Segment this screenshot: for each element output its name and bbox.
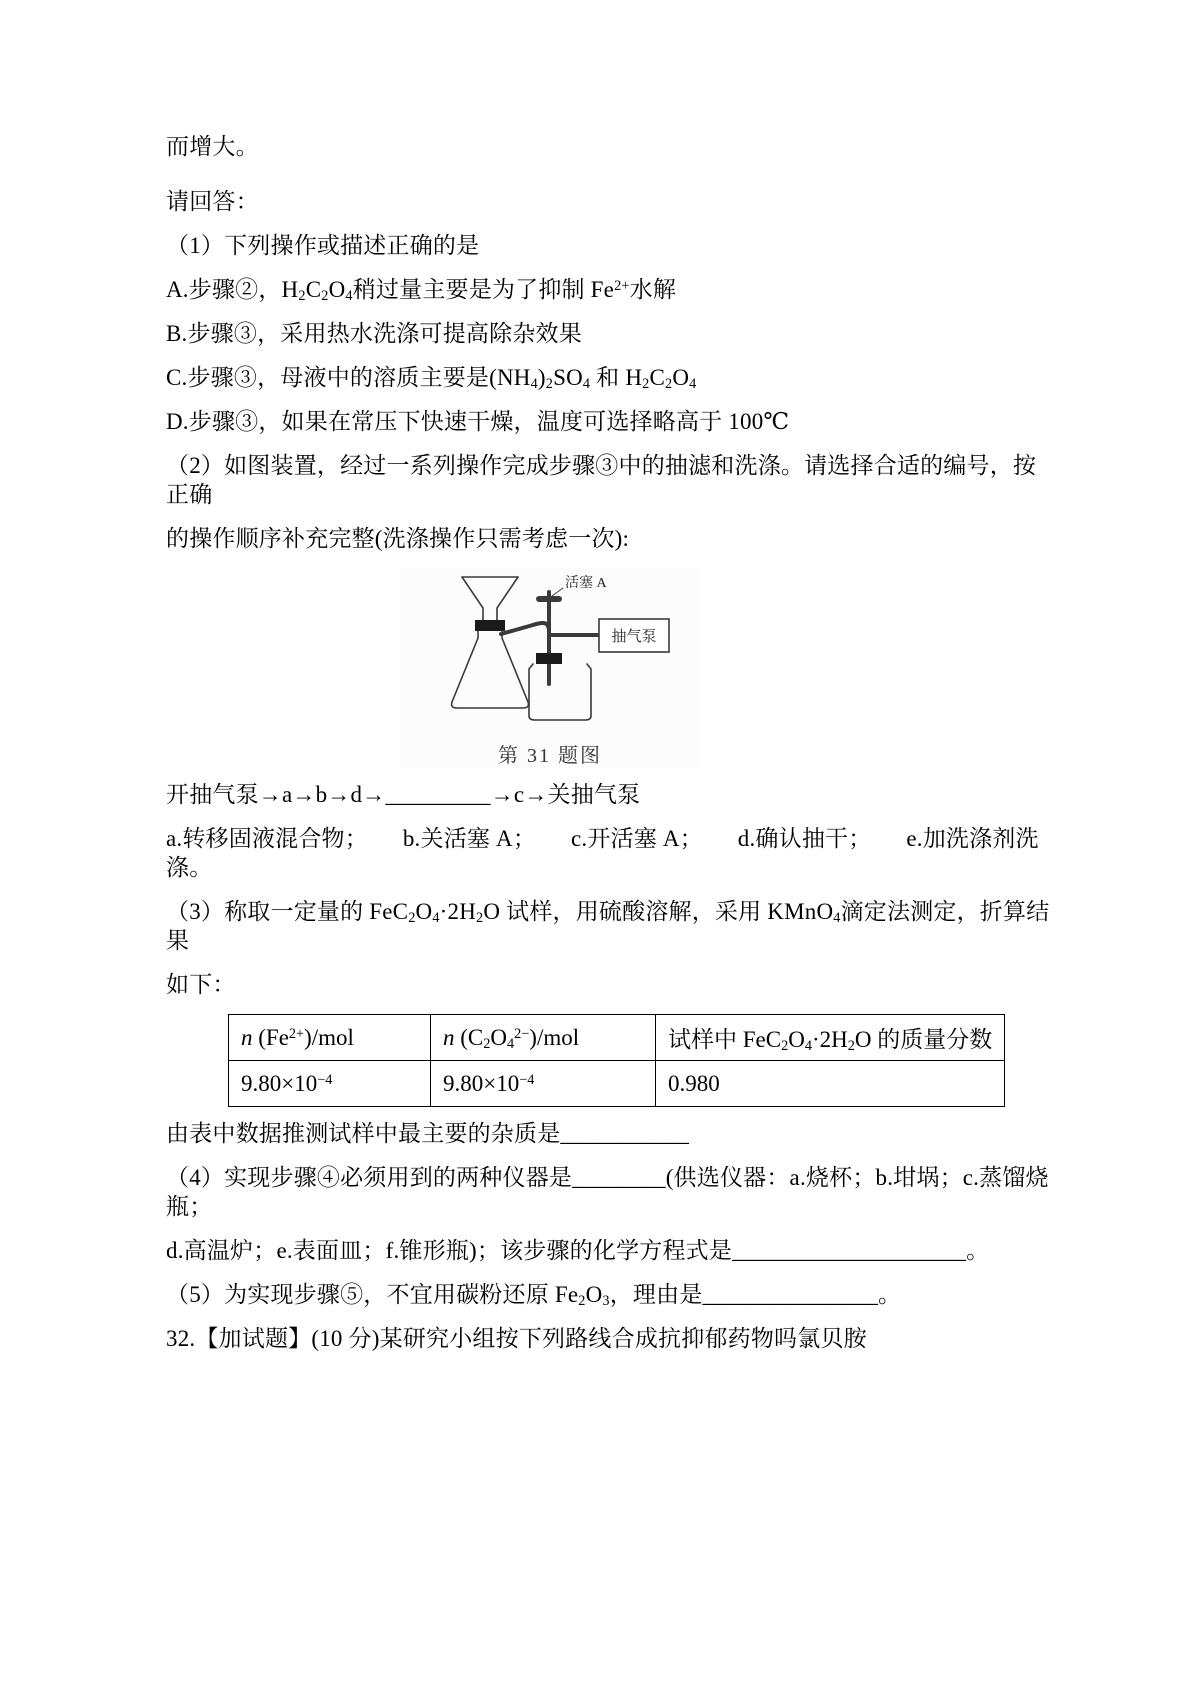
figure-31 <box>400 568 700 768</box>
table-header-n-c2o4: n $(C_2O_4^{2-})$/mol <box>431 1015 656 1061</box>
flask-stopper <box>475 620 505 631</box>
question-3-line-1: （3）称取一定量的 $FeC_2O_4\cdot 2H_2O$ 试样，用硫酸溶解，采用 KMnO$_4$滴定法测定，折算结果 <box>166 899 1050 953</box>
question-3-conclusion: 由表中数据推测试样中最主要的杂质是___________ <box>166 1121 690 1146</box>
table-cell-n-fe-value: $9.80\times 10^{-4}$ <box>229 1061 431 1107</box>
bottle-stopper <box>536 653 562 664</box>
valve-label: 活塞 A <box>565 576 607 591</box>
table-cell-mass-fraction-value: 0.980 <box>656 1061 1005 1107</box>
text-please-answer: 请回答： <box>166 189 259 214</box>
table-header-mass-fraction: 试样中 $FeC_2O_4\cdot 2H_2O$ 的质量分数 <box>656 1015 1005 1061</box>
question-1-option-d: D.步骤③，如果在常压下快速干燥，温度可选择略高于 100℃ <box>166 409 790 434</box>
question-32-stem: 32.【加试题】(10 分)某研究小组按下列路线合成抗抑郁药物吗氯贝胺 <box>166 1326 867 1351</box>
question-5: （5）为实现步骤⑤，不宜用碳粉还原 $Fe_2O_3$，理由是_______________。 <box>166 1282 902 1309</box>
question-3-line-2: 如下： <box>166 972 236 997</box>
filter-flask <box>452 631 529 708</box>
question-1-option-b: B.步骤③，采用热水洗涤可提高除杂效果 <box>166 321 582 346</box>
pump-label: 抽气泵 <box>611 629 657 645</box>
figure-caption: 第 31 题图 <box>498 745 602 767</box>
safety-bottle <box>529 664 591 720</box>
table-header-row <box>229 1015 1005 1061</box>
table-cell-n-c2o4-value: $9.80\times 10^{-4}$ <box>431 1061 656 1107</box>
question-4-line-1: （4）实现步骤④必须用到的两种仪器是________(供选仪器：a.烧杯；b.坩埚；c.蒸馏烧瓶； <box>166 1165 1049 1219</box>
valve-leader-line <box>552 588 563 596</box>
table-header-n-fe: n $(Fe^{2+})$/mol <box>229 1015 431 1061</box>
filtration-apparatus-diagram <box>405 568 695 730</box>
text-intro-tail: 而增大。 <box>166 134 259 159</box>
results-table <box>228 1014 1005 1107</box>
question-2-line-2: 的操作顺序补充完整(洗涤操作只需考虑一次): <box>166 526 630 551</box>
question-4-line-2: d.高温炉；e.表面皿；f.锥形瓶)；该步骤的化学方程式是____________________。 <box>166 1238 990 1263</box>
table-data-row <box>229 1061 1005 1107</box>
question-2-line-1: （2）如图装置，经过一系列操作完成步骤③中的抽滤和洗涤。请选择合适的编号，按正确 <box>166 453 1037 507</box>
question-1-option-c: C.步骤③，母液中的溶质主要是$(NH_4)_2SO_4$ 和 $H_2C_2O_4$ <box>166 365 697 392</box>
question-1-stem: （1）下列操作或描述正确的是 <box>166 233 480 258</box>
question-2-sequence: 开抽气泵→a→b→d→_________→c→关抽气泵 <box>166 782 641 807</box>
question-2-options: a.转移固液混合物； b.关活塞 A； c.开活塞 A； d.确认抽干； e.加洗涤剂洗涤。 <box>166 826 1039 880</box>
flask-side-arm <box>501 625 533 634</box>
question-1-option-a: A.步骤②，$H_2C_2O_4$稍过量主要是为了抑制 $Fe^{2+}$水解 <box>166 277 677 304</box>
